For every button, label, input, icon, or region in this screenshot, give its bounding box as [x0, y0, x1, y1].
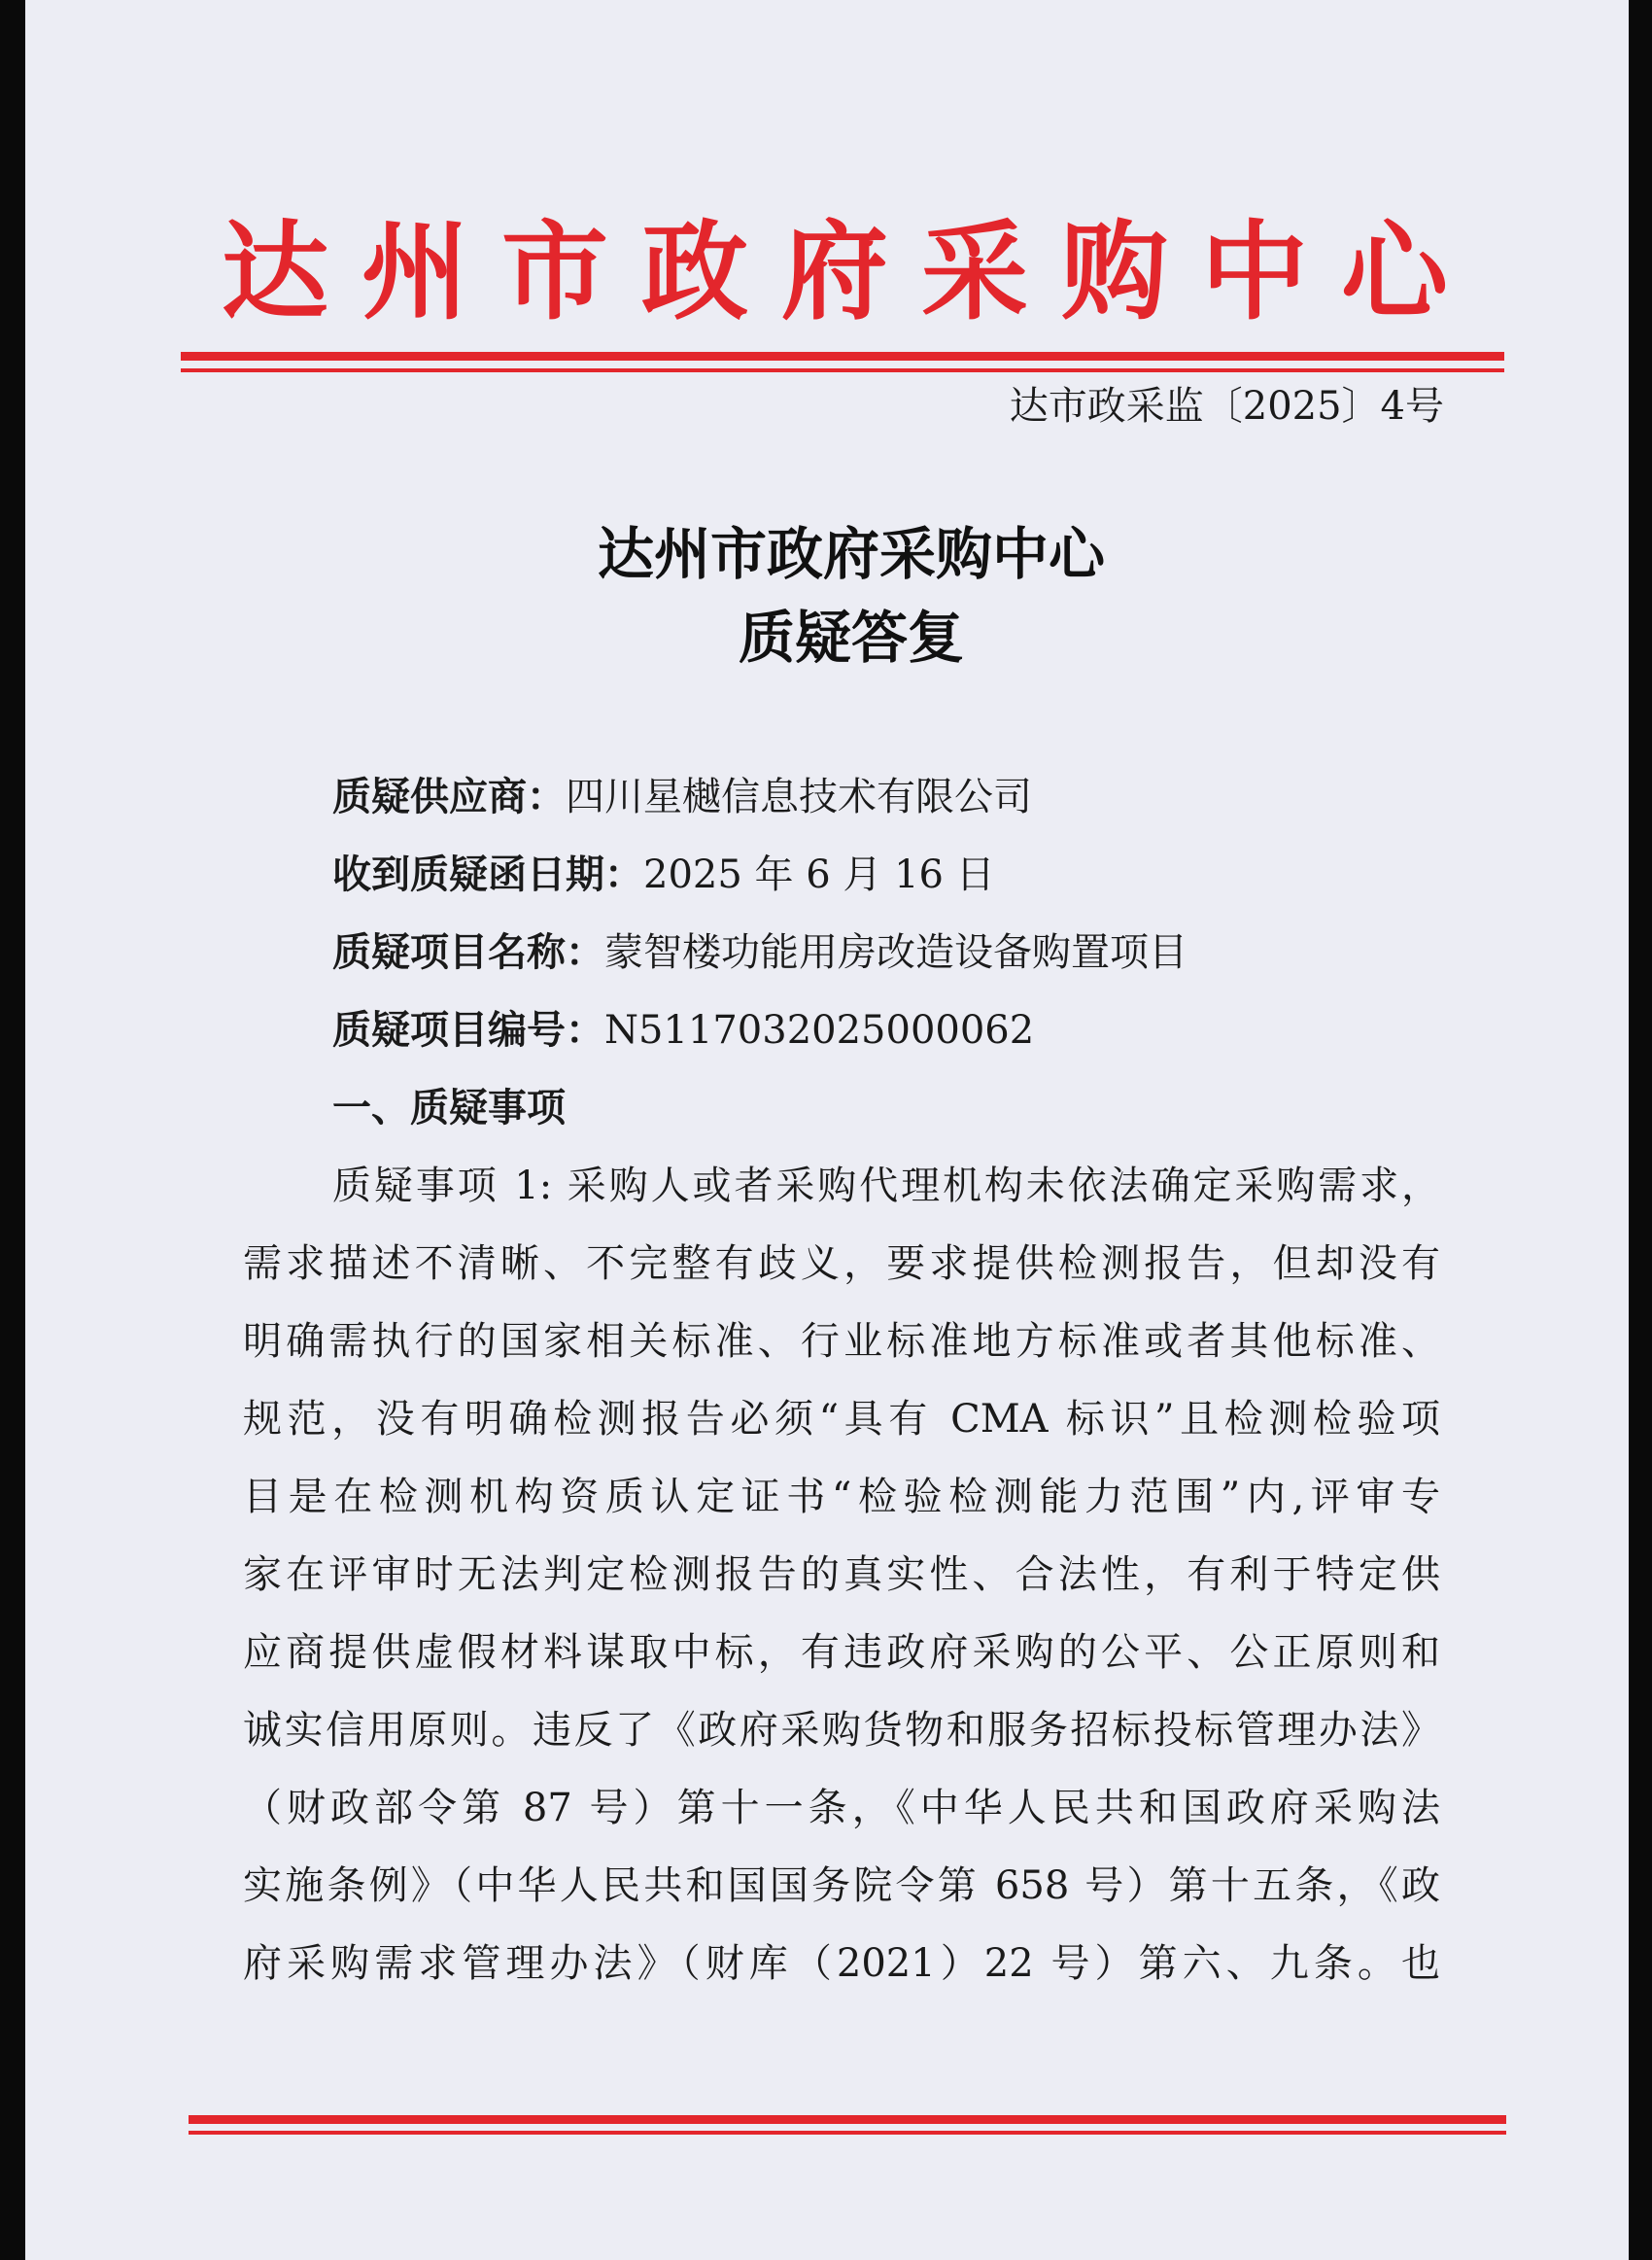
date-label: 收到质疑函日期：	[332, 852, 643, 897]
section-heading: 一、质疑事项	[332, 1085, 566, 1130]
meta-date	[332, 848, 1450, 902]
header-rule-thick	[181, 352, 1504, 361]
body-line: 府采购需求管理办法》（财库（2021）22 号）第六、九条。也	[243, 1941, 1440, 1986]
date-value: 2025 年 6 月 16 日	[643, 852, 995, 897]
document-page	[25, 0, 1629, 2260]
document-number: 达市政采监〔2025〕4号	[1009, 384, 1444, 429]
header-rule-thin	[181, 368, 1504, 372]
meta-project-name	[332, 925, 1450, 980]
project-name-label: 质疑项目名称：	[332, 929, 604, 975]
meta-project-number	[332, 1003, 1450, 1058]
footer-rule-thin	[189, 2131, 1506, 2135]
body-line: 质疑事项 1: 采购人或者采购代理机构未依法确定采购需求，	[332, 1164, 1440, 1208]
project-number-label: 质疑项目编号：	[332, 1007, 604, 1053]
project-number-value: N5117032025000062	[604, 1008, 1035, 1053]
body-line: 家在评审时无法判定检测报告的真实性、合法性，有利于特定供	[243, 1552, 1440, 1597]
scan-border-left	[0, 0, 25, 2260]
project-name-value: 蒙智楼功能用房改造设备购置项目	[604, 930, 1187, 975]
body-line: 需求描述不清晰、不完整有歧义，要求提供检测报告，但却没有	[243, 1241, 1440, 1286]
footer-rule-thick	[189, 2115, 1506, 2124]
body-line: 应商提供虚假材料谋取中标，有违政府采购的公平、公正原则和	[243, 1630, 1440, 1675]
supplier-value: 四川星樾信息技术有限公司	[566, 775, 1032, 819]
supplier-label: 质疑供应商：	[332, 774, 566, 819]
doc-title-line1: 达州市政府采购中心	[597, 521, 1105, 587]
doc-title-line2: 质疑答复	[738, 605, 964, 671]
body-line: 明确需执行的国家相关标准、行业标准地方标准或者其他标准、	[243, 1319, 1440, 1364]
body-line: 诚实信用原则。违反了《政府采购货物和服务招标投标管理办法》	[243, 1708, 1440, 1753]
body-line: 规范，没有明确检测报告必须“具有 CMA 标识”且检测检验项	[243, 1397, 1440, 1442]
scan-border-right	[1629, 0, 1652, 2260]
meta-supplier	[332, 770, 1450, 824]
body-line: 目是在检测机构资质认定证书“检验检测能力范围”内,评审专	[243, 1475, 1440, 1519]
body-line: （财政部令第 87 号）第十一条，《中华人民共和国政府采购法	[243, 1786, 1440, 1830]
masthead-title: 达州市政府采购中心	[222, 209, 1481, 334]
body-line: 实施条例》（中华人民共和国国务院令第 658 号）第十五条，《政	[243, 1863, 1440, 1908]
